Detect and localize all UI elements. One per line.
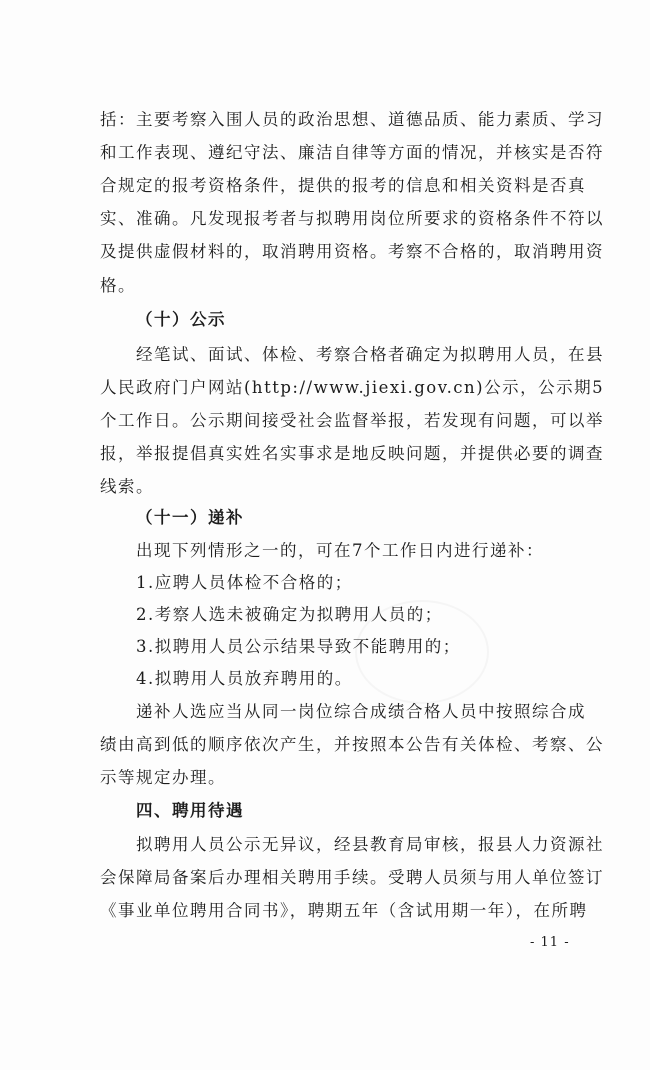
list-item: 2.考察人选未被确定为拟聘用人员的； [136,605,443,624]
paragraph-line: 格。 [100,276,136,295]
list-item: 1.应聘人员体检不合格的； [136,573,353,592]
paragraph-line: 实、准确。凡发现报考者与拟聘用岗位所要求的资格条件不符以 [100,209,604,228]
paragraph-line: 括：主要考察入围人员的政治思想、道德品质、能力素质、学习 [100,110,604,129]
section-heading-10: （十）公示 [136,310,226,329]
paragraph-line: 和工作表现、遵纪守法、廉洁自律等方面的情况，并核实是否符 [100,143,604,162]
paragraph-line: 个工作日。公示期间接受社会监督举报，若发现有问题，可以举 [100,411,604,430]
paragraph-line: 线索。 [100,477,154,496]
section-heading-4: 四、聘用待遇 [136,801,244,820]
paragraph-line: 人民政府门户网站(http://www.jiexi.gov.cn)公示，公示期5 [100,378,605,397]
paragraph-line: 及提供虚假材料的，取消聘用资格。考察不合格的，取消聘用资 [100,242,604,261]
paragraph-line: 报，举报提倡真实姓名实事求是地反映问题，并提供必要的调查 [100,444,604,463]
section-heading-11: （十一）递补 [136,508,244,527]
paragraph-line: 示等规定办理。 [100,768,226,787]
list-item: 4.拟聘用人员放弃聘用的。 [136,669,353,688]
list-item: 3.拟聘用人员公示结果导致不能聘用的； [136,637,461,656]
paragraph-line: 出现下列情形之一的，可在7个工作日内进行递补： [136,541,544,560]
paragraph-line: 递补人选应当从同一岗位综合成绩合格人员中按照综合成 [136,702,586,721]
paragraph-line: 拟聘用人员公示无异议，经县教育局审核，报县人力资源社 [136,835,604,854]
page-number: - 11 - [530,935,570,950]
paragraph-line: 《事业单位聘用合同书》，聘期五年（含试用期一年），在所聘 [100,901,588,920]
paragraph-line: 经笔试、面试、体检、考察合格者确定为拟聘用人员，在县 [136,345,604,364]
paragraph-line: 绩由高到低的顺序依次产生，并按照本公告有关体检、考察、公 [100,735,604,754]
paragraph-line: 合规定的报考资格条件，提供的报考的信息和相关资料是否真 [100,176,586,195]
paragraph-line: 会保障局备案后办理相关聘用手续。受聘人员须与用人单位签订 [100,868,604,887]
